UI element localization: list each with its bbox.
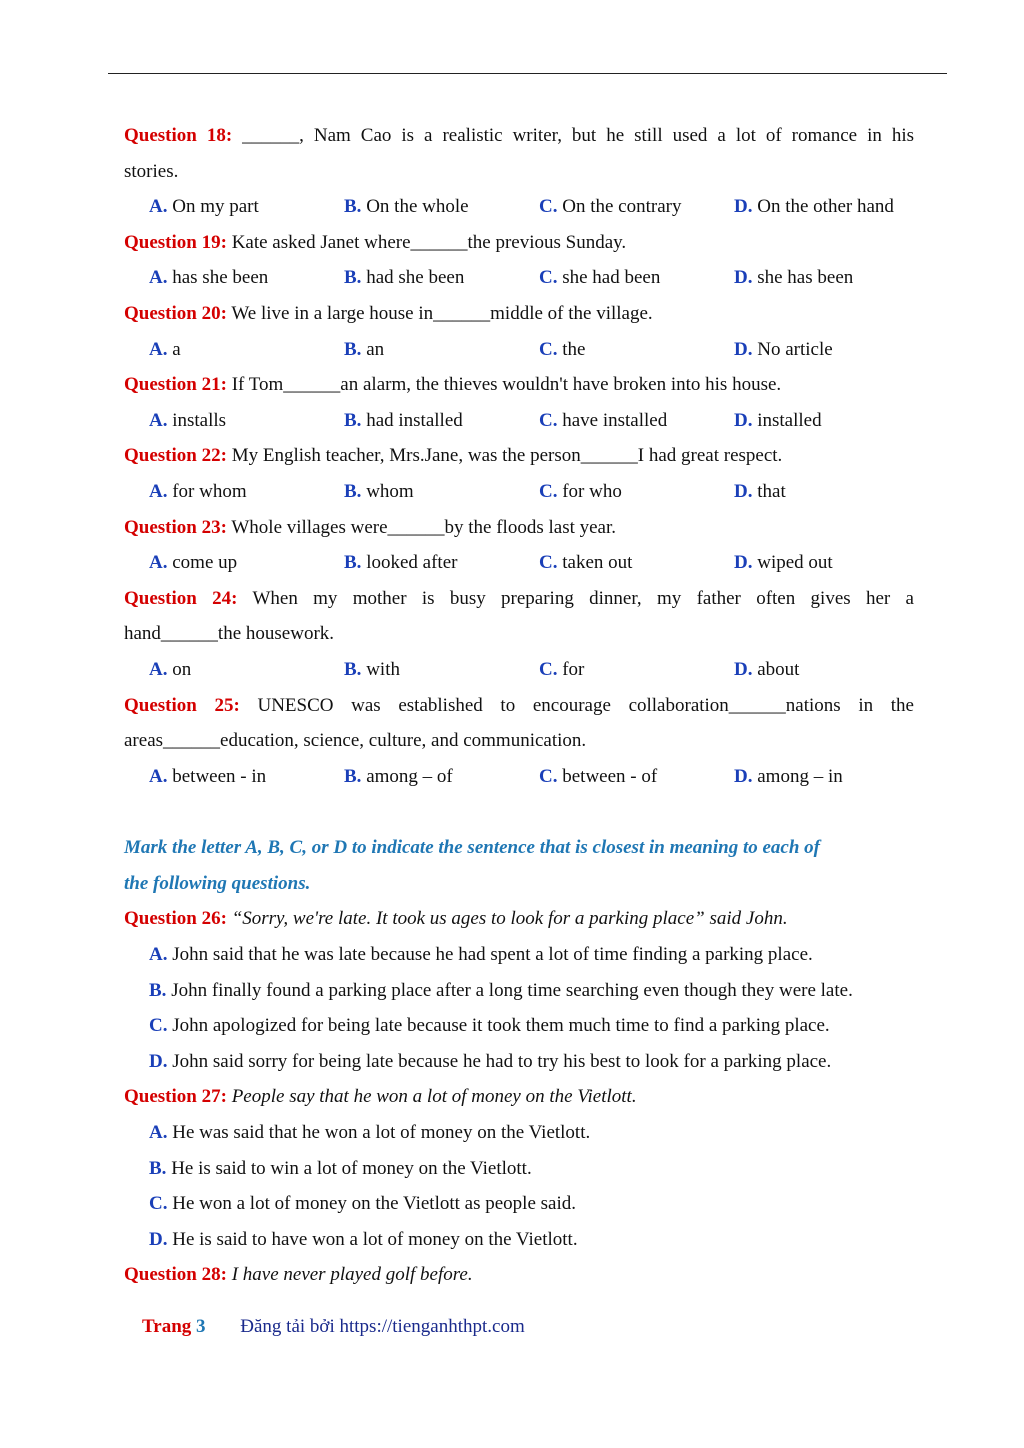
option-text: had installed (366, 409, 463, 431)
option-letter: B. (149, 979, 167, 1001)
option-text: that (757, 480, 786, 502)
option (539, 403, 734, 439)
option (149, 545, 344, 581)
option-letter: D. (734, 409, 753, 431)
option (344, 759, 539, 795)
option-text: He won a lot of money on the Vietlott as people said. (172, 1193, 576, 1215)
option-letter: C. (539, 658, 558, 680)
option (734, 652, 929, 688)
option-letter: B. (344, 658, 362, 680)
option-letter: D. (734, 480, 753, 502)
question-line (124, 154, 914, 190)
option-letter: B. (344, 409, 362, 431)
instruction-line: Mark the letter A, B, C, or D to indicate the sentence that is closest in meaning to each of (124, 837, 820, 859)
option-letter: A. (149, 196, 168, 218)
option-letter: A. (149, 1122, 168, 1144)
option-text: among – in (757, 765, 843, 787)
option (124, 973, 914, 1009)
question-line (124, 901, 914, 937)
page-number: 3 (196, 1316, 206, 1337)
option (344, 403, 539, 439)
option (539, 474, 734, 510)
option (149, 332, 344, 368)
option (734, 545, 929, 581)
option (734, 759, 929, 795)
page-content (124, 118, 914, 1293)
option-text: He is said to win a lot of money on the Vietlott. (171, 1157, 532, 1179)
question-text: We live in a large house in______middle of the village. (231, 302, 653, 324)
option-letter: D. (734, 765, 753, 787)
option-text: she has been (757, 267, 854, 289)
option (539, 332, 734, 368)
option-text: for who (562, 480, 622, 502)
question-text: stories. (124, 160, 179, 182)
option-text: John said sorry for being late because he had to try his best to look for a parking place. (172, 1050, 832, 1072)
option (124, 1186, 914, 1222)
option (539, 759, 734, 795)
option (149, 189, 344, 225)
option-text: the (562, 338, 586, 360)
question-label: Question 22: (124, 445, 227, 467)
page-label: Trang (142, 1316, 192, 1337)
option (539, 545, 734, 581)
grammar-questions (124, 118, 914, 794)
option (734, 474, 929, 510)
question-label: Question 25: (124, 694, 240, 716)
option-letter: C. (149, 1193, 168, 1215)
question-stem: People say that he won a lot of money on the Vietlott. (231, 1086, 637, 1108)
option-text: has she been (172, 267, 269, 289)
option-letter: D. (734, 267, 753, 289)
option (149, 652, 344, 688)
option-letter: B. (149, 1157, 167, 1179)
uploader-credit: Đăng tải bởi https://tienganhthpt.com (240, 1316, 525, 1337)
option (344, 189, 539, 225)
option (149, 474, 344, 510)
question-line (124, 118, 914, 154)
instruction-line: the following questions. (124, 872, 311, 894)
option-letter: D. (734, 196, 753, 218)
option-text: with (366, 658, 400, 680)
question-line (124, 510, 914, 546)
option-letter: A. (149, 658, 168, 680)
question-text: When my mother is busy preparing dinner, my father often gives her a (252, 587, 914, 609)
question-stem: I have never played golf before. (231, 1264, 473, 1286)
page-footer (142, 1316, 525, 1338)
question-line (124, 688, 914, 724)
question-text: hand______the housework. (124, 623, 335, 645)
option (344, 652, 539, 688)
question-line (124, 367, 914, 403)
option-letter: C. (539, 196, 558, 218)
option (539, 260, 734, 296)
option-letter: D. (149, 1050, 168, 1072)
section-gap (124, 794, 914, 830)
option (149, 403, 344, 439)
option-text: installed (757, 409, 822, 431)
option (124, 1151, 914, 1187)
question-text: ______, Nam Cao is a realistic writer, but he still used a lot of romance in his (242, 125, 915, 146)
question-label: Question 18: (124, 125, 233, 146)
option-letter: B. (344, 196, 362, 218)
question-stem: “Sorry, we're late. It took us ages to look for a parking place” said John. (231, 908, 788, 930)
option-letter: B. (344, 480, 362, 502)
question-text: Whole villages were______by the floods last year. (231, 516, 617, 538)
question-line (124, 616, 914, 652)
option-text: installs (172, 409, 227, 431)
option (344, 545, 539, 581)
meaning-questions (124, 901, 914, 1293)
option (734, 189, 929, 225)
question-line (124, 1079, 914, 1115)
option-text: John apologized for being late because it took them much time to find a parking place. (172, 1015, 830, 1037)
options-row (124, 652, 914, 688)
option-letter: B. (344, 765, 362, 787)
option (124, 1044, 914, 1080)
option-letter: D. (734, 658, 753, 680)
option (344, 332, 539, 368)
options-row (124, 189, 914, 225)
option-text: He is said to have won a lot of money on the Vietlott. (172, 1228, 578, 1250)
option-text: between - in (172, 765, 267, 787)
option-text: for whom (172, 480, 247, 502)
option-text: On the other hand (757, 196, 894, 218)
option-text: had she been (366, 267, 465, 289)
option-letter: C. (539, 267, 558, 289)
question-label: Question 23: (124, 516, 227, 538)
option-letter: A. (149, 338, 168, 360)
option (734, 332, 929, 368)
option (124, 1115, 914, 1151)
question-text: My English teacher, Mrs.Jane, was the person______I had great respect. (231, 445, 783, 467)
option (149, 759, 344, 795)
options-row (124, 474, 914, 510)
options-row (124, 403, 914, 439)
option-letter: A. (149, 267, 168, 289)
option-text: John finally found a parking place after a long time searching even though they were late. (171, 979, 853, 1001)
option-text: among – of (366, 765, 453, 787)
option-letter: B. (344, 267, 362, 289)
question-text: UNESCO was established to encourage collaboration______nations in the (257, 694, 914, 716)
question-line (124, 225, 914, 261)
option-text: whom (366, 480, 414, 502)
option-letter: D. (734, 338, 753, 360)
option-letter: A. (149, 944, 168, 966)
option-letter: B. (344, 552, 362, 574)
option (539, 189, 734, 225)
option-text: John said that he was late because he had spent a lot of time finding a parking place. (172, 944, 813, 966)
option-letter: C. (539, 338, 558, 360)
option-letter: B. (344, 338, 362, 360)
option-text: He was said that he won a lot of money on the Vietlott. (172, 1122, 591, 1144)
option-letter: C. (539, 409, 558, 431)
option-text: an (366, 338, 385, 360)
options-row (124, 759, 914, 795)
options-row (124, 332, 914, 368)
option-text: No article (757, 338, 833, 360)
question-line (124, 723, 914, 759)
option-letter: D. (149, 1228, 168, 1250)
option-text: have installed (562, 409, 668, 431)
question-label: Question 27: (124, 1086, 227, 1108)
option-text: about (757, 658, 800, 680)
question-label: Question 20: (124, 302, 227, 324)
option (149, 260, 344, 296)
option-text: on (172, 658, 192, 680)
options-row (124, 260, 914, 296)
option-letter: C. (539, 765, 558, 787)
option (344, 474, 539, 510)
option-letter: A. (149, 765, 168, 787)
header-rule (108, 73, 947, 74)
option (734, 403, 929, 439)
question-label: Question 19: (124, 231, 227, 253)
option-text: come up (172, 552, 238, 574)
option-text: between - of (562, 765, 658, 787)
option (539, 652, 734, 688)
option (124, 937, 914, 973)
option-text: looked after (366, 552, 458, 574)
question-line (124, 296, 914, 332)
option (734, 260, 929, 296)
option-letter: A. (149, 409, 168, 431)
question-label: Question 24: (124, 587, 238, 609)
question-line (124, 438, 914, 474)
option-text: On the whole (366, 196, 469, 218)
question-label: Question 26: (124, 908, 227, 930)
option (344, 260, 539, 296)
question-text: areas______education, science, culture, and communication. (124, 730, 587, 752)
option-text: a (172, 338, 181, 360)
option-letter: D. (734, 552, 753, 574)
options-row (124, 545, 914, 581)
option-text: taken out (562, 552, 633, 574)
option-text: wiped out (757, 552, 833, 574)
option (124, 1222, 914, 1258)
option-letter: C. (149, 1015, 168, 1037)
question-label: Question 28: (124, 1264, 227, 1286)
question-label: Question 21: (124, 374, 227, 396)
option-text: for (562, 658, 585, 680)
option (124, 1008, 914, 1044)
question-line (124, 581, 914, 617)
option-letter: A. (149, 480, 168, 502)
option-text: On my part (172, 196, 259, 218)
question-text: Kate asked Janet where______the previous Sunday. (231, 231, 627, 253)
option-letter: C. (539, 480, 558, 502)
option-text: she had been (562, 267, 661, 289)
question-line (124, 1257, 914, 1293)
option-letter: C. (539, 552, 558, 574)
question-text: If Tom______an alarm, the thieves wouldn't have broken into his house. (231, 374, 782, 396)
option-letter: A. (149, 552, 168, 574)
option-text: On the contrary (562, 196, 682, 218)
